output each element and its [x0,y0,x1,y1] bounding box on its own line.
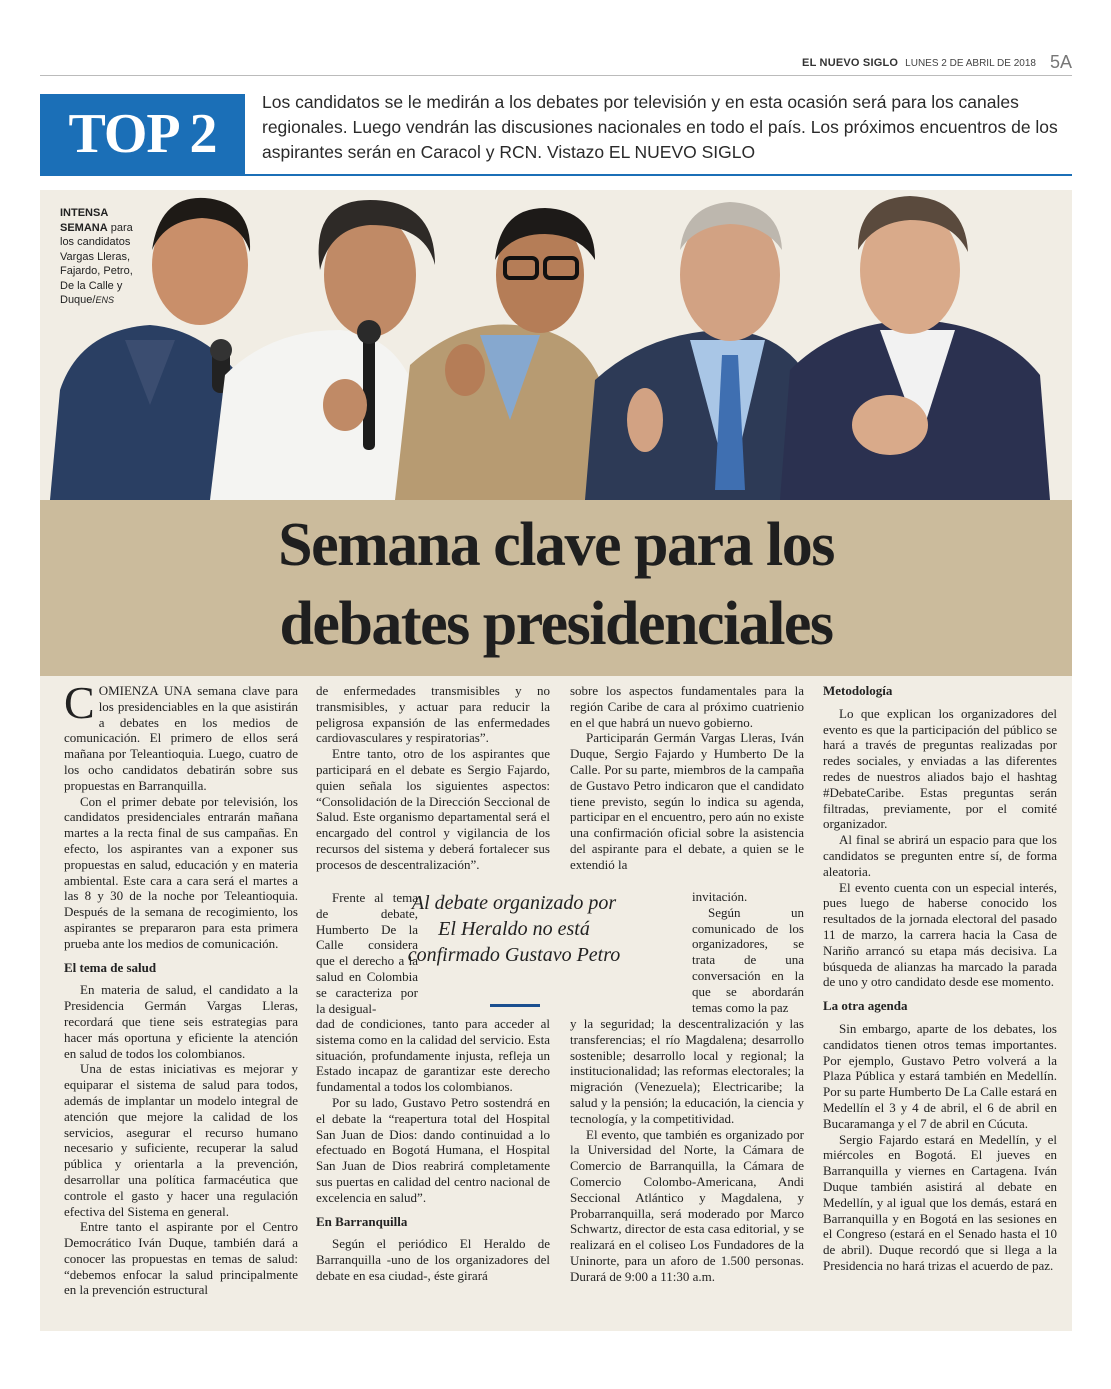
article-body [40,676,1072,1331]
subheading: La otra agenda [823,998,908,1014]
photo-credit: ENS [95,295,114,305]
lead-caps: OMIENZA UNA [98,683,192,698]
paragraph: En materia de salud, el candidato a la Presidencia Germán Vargas Lleras, recordará que tiene seis estrategias para hacer más oportuna y eficiente la atención en salud de todos los colombianos. [64,982,298,1061]
deck-text: Los candidatos se le medirán a los debates por televisión y en esta ocasión será para los canales regionales. Luego vendrán las discusiones nacionales en todo el país. Los próximos encuentros de los aspirantes serán en Caracol y RCN. Vistazo EL NUEVO SIGLO [262,92,1058,162]
issue-date: LUNES 2 DE ABRIL DE 2018 [905,58,1036,69]
section-badge-label: TOP 2 [68,103,217,165]
article-column-3-narrow [692,889,804,1015]
article-column-3 [570,683,804,873]
paragraph: Sin embargo, aparte de los debates, los candidatos tienen otros temas importantes. Por ejemplo, Gustavo Petro volverá a la Plaza Pública y estará también en Medellín. Por su parte Humberto De La Calle estará en Medellín el 3 y 4 de abril, el 6 de abril en Bucaramanga y el 7 de abril en Cúcuta. [823,1020,1057,1131]
lead-paragraph [64,677,298,794]
paragraph: Entre tanto, otro de los aspirantes que participará en el debate es Sergio Fajardo, quien señala los siguientes aspectos: “Consolidación de la Dirección Seccional de Salud. Este organismo departamental será el encargado del control y vigilancia de los recursos del sistema y deberá fortalecer sus procesos de descentralización”. [316,746,550,872]
subheading: El tema de salud [64,959,157,975]
paragraph: Entre tanto el aspirante por el Centro Democrático Iván Duque, también dará a conocer las propuestas en temas de salud: “debemos enfocar la salud principalmente en la prevención estructural [64,1219,298,1298]
subheading: En Barranquilla [316,1213,408,1229]
paragraph: Según un comunicado de los organizadores, se trata de una conversación en la que se abordarán temas como la paz [692,904,804,1015]
article-column-1 [64,677,298,1298]
paragraph: Por su lado, Gustavo Petro sostendrá en el debate la “reapertura total del Hospital San Juan de Dios: dando continuidad a lo efectuado en Bogotá Humana, el Hospital San Juan de Dios reabrirá completamente sus puertas en calidad del centro nacional de excelencia en salud”. [316,1094,550,1205]
candidates-illustration [40,190,1072,500]
headline [40,506,1072,664]
article-column-3-lower [570,1016,804,1285]
paragraph: Una de estas iniciativas es mejorar y equiparar el sistema de salud para todos, además de implantar un modelo integral de atención que mejore la calidad de los servicios, asegurar el recurso humano necesario y suficiente, recuperar la salud pública y orientarla a la prevención, desarrollar una política farmacéutica que controle el gasto y hacer una regulación efectiva del Sistema en general. [64,1061,298,1219]
photo-caption-bold: INTENSA SEMANA [60,207,108,234]
lead-text: semana clave para los presidenciables en la que asistirán a debates en los medios de comunicación. El primero de ellos será mañana por Teleantioquia. Luego, cuatro de los ocho candidatos debatirán sobre sus propuestas en Barranquilla. [64,683,298,793]
subheading: Metodología [823,683,893,698]
paragraph: Lo que explican los organizadores del evento es que la participación del público se hará a través de preguntas realizadas por redes sociales, y enviadas a las diferentes redes de nuestros aliados bajo el hashtag #DebateCaribe. Estas preguntas serán filtradas, previamente, por el comité organizador. [823,705,1057,832]
paragraph: Con el primer debate por televisión, los candidatos presidenciales entrarán mañana martes a la recta final de sus campañas. En efecto, los aspirantes van a exponer sus propuestas en salud, educación y en materia ambiental. Este cara a cara será el martes a las 8 y 30 de la noche por Teleantioquia. Después de la semana de recogimiento, los aspirantes se prepararon para esta primera prueba ante los medios de comunicación. [64,793,298,951]
paragraph: El evento cuenta con un especial interés, pues luego de haberse conocido los resultados de la jornada electoral del pasado 11 de marzo, la carrera hacia la Casa de Nariño arrancó su etapa más decisiva. La búsqueda de alianzas ha marcado la parada de uno y otro candidato desde ese momento. [823,879,1057,990]
paragraph: sobre los aspectos fundamentales para la región Caribe de cara al próximo cuatrienio en el que habrá un nuevo gobierno. [570,683,804,730]
page-number: 5A [1049,52,1072,72]
paragraph: El evento, que también es organizado por la Universidad del Norte, la Cámara de Comercio de Barranquilla, la Cámara de Comercio Colombo-Americana, Andi Seccional Atlántico y Magdalena, y Probarranquilla, será moderado por Marco Schwartz, director de esta casa editorial, y se realizará en el coliseo Los Fundadores de la Uninorte, para un aforo de 1.500 personas. Durará de 9:00 a 11:30 a.m. [570,1126,804,1284]
paragraph: Al final se abrirá un espacio para que los candidatos se pregunten entre sí, de forma aleatoria. [823,832,1057,879]
paragraph: Frente al tema de debate, Humberto De la Calle considera que el derecho a la salud en Colombia se caracteriza por la desigual- [316,890,418,1016]
paragraph: dad de condiciones, tanto para acceder al sistema como en la calidad del servicio. Esta situación, profundamente injusta, refleja un Estado incapaz de garantizar este derecho fundamental a todos los colombianos. [316,1016,550,1095]
paragraph: y la seguridad; la descentralización y las transferencias; el río Magdalena; desarrollo sostenible; desarrollo local y regional; la institucionalidad; las reformas electorales; la migración (Venezuela); Electricaribe; la salud y la pensión; la educación, la ciencia y tecnología, y la competitividad. [570,1016,804,1126]
photo-caption-text: para los candidatos Vargas Lleras, Fajardo, Petro, De la Calle y Duque/ [60,221,133,306]
article-column-2 [316,683,550,873]
paragraph: de enfermedades transmisibles y no transmisibles, y actuar para reducir la peligrosa expansión de las enfermedades cardiovasculares y respiratorias”. [316,683,550,746]
paper-name: EL NUEVO SIGLO [802,57,899,69]
article-column-2-narrow [316,890,418,1016]
masthead-info [802,52,1072,73]
article-column-4 [823,683,1057,1274]
headline-band [40,500,1072,676]
pull-quote-rule [490,1004,540,1007]
paragraph: Participarán Germán Vargas Lleras, Iván Duque, Sergio Fajardo y Humberto De la Calle. Por su parte, miembros de la campaña de Gustavo Petro indicaron que el candidato tiene previsto, según lo indica su agenda, participar en el encuentro, pero aún no existe una confirmación oficial sobre la asistencia del aspirante para el debate, a quien se le extendió la [570,730,804,872]
photo-caption [60,206,140,308]
paragraph: invitación. [692,889,748,904]
paragraph: Sergio Fajardo estará en Medellín, y el miércoles en Bogotá. El jueves en Barranquilla y viernes en Cartagena. Iván Duque también asistirá al debate en Medellín, y al igual que los demás, estará en Barranquilla y en Bogotá en las sesiones en el Congreso (estará en el Senado hasta el 10 de abril). Duque recordó que si llega a la Presidencia no hará trizas el acuerdo de paz. [823,1131,1057,1273]
headline-line-2: debates presidenciales [279,590,833,658]
paragraph: Según el periódico El Heraldo de Barranquilla -uno de los organizadores del debate en esa ciudad-, éste girará [316,1236,550,1283]
headline-line-1: Semana clave para los [278,511,834,579]
section-badge [40,94,245,174]
divider [40,174,1072,176]
candidates-photo [40,190,1072,500]
candidate-3-figure [395,208,600,500]
pull-quote: Al debate organizado por El Heraldo no está confirmado Gustavo Petro [407,892,621,966]
drop-cap: C [64,677,95,728]
candidate-5-figure [780,196,1050,500]
article-column-2-lower [316,1016,550,1284]
masthead [40,50,1072,76]
